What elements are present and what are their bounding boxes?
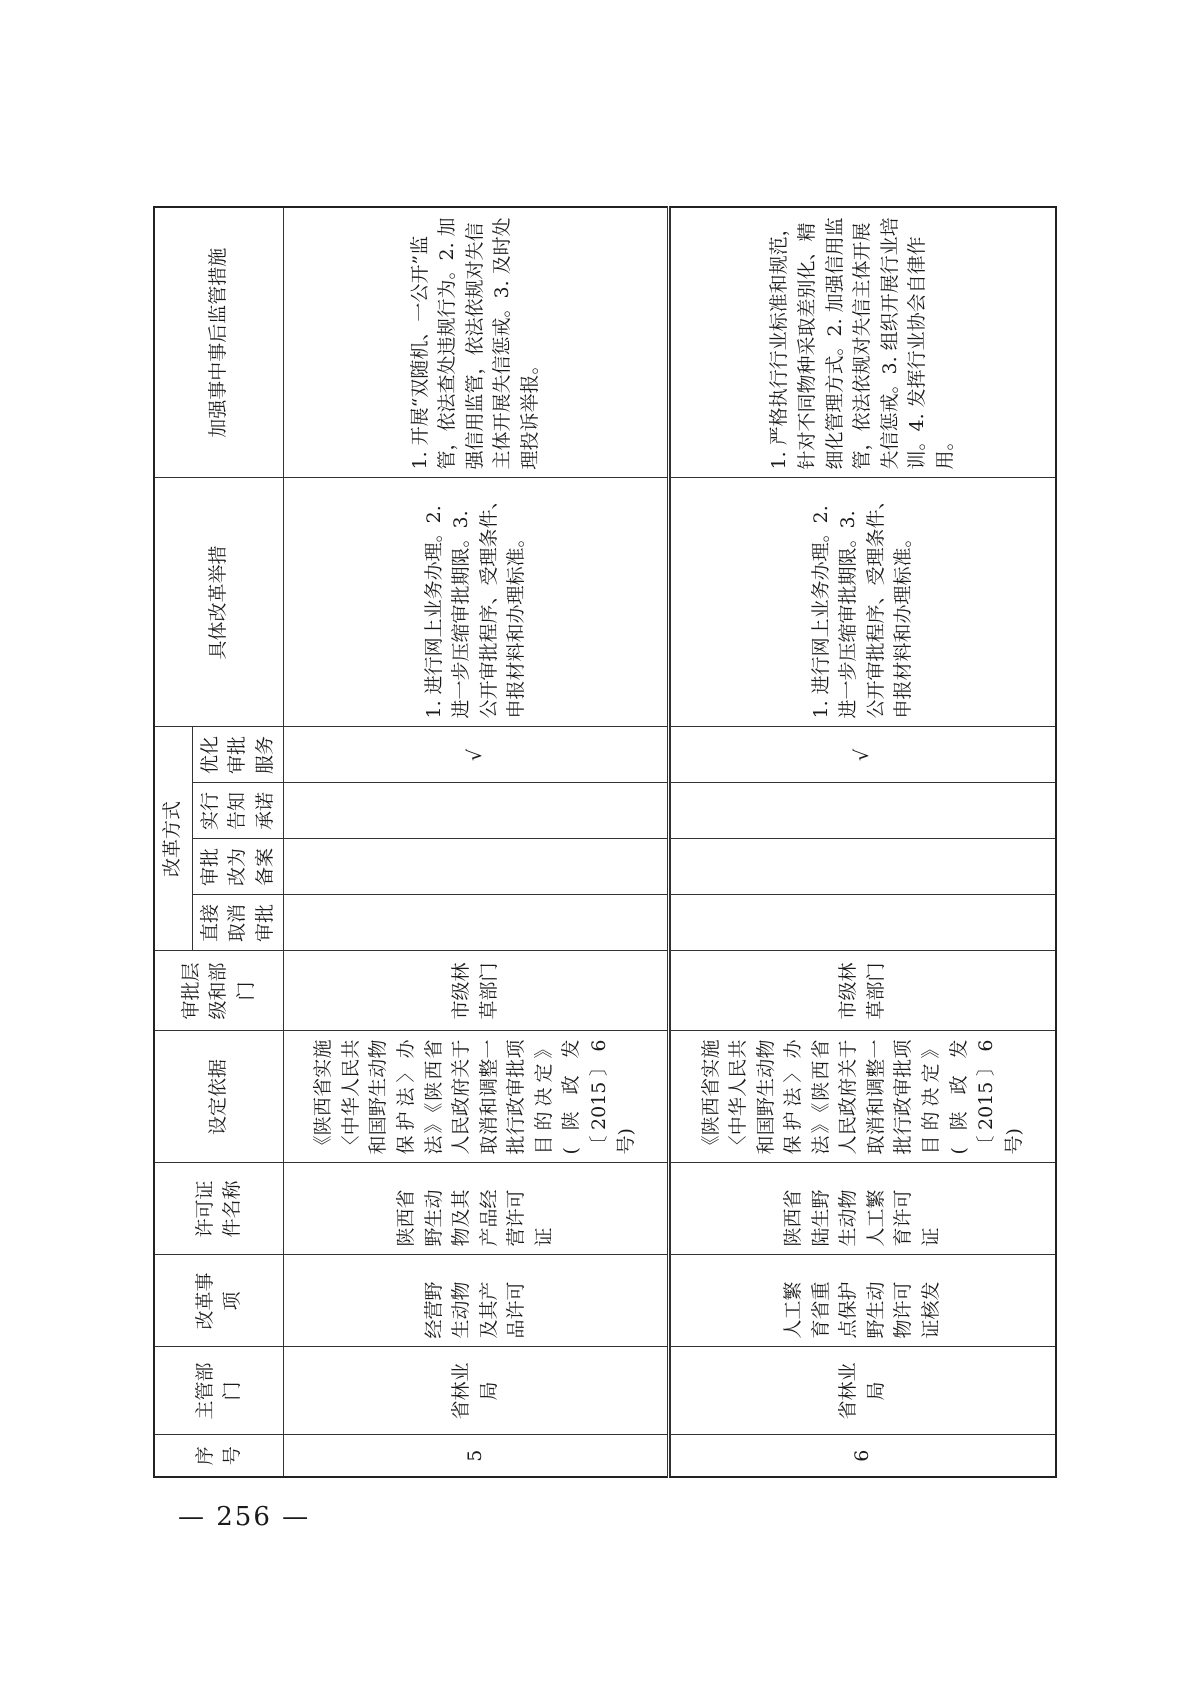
cell-item: 经营野生动物及其产品许可 — [284, 1255, 669, 1347]
cell-level: 市级林草部门 — [671, 951, 1056, 1031]
rotated-table-wrapper — [153, 208, 1036, 1478]
cell-mode-cancel — [671, 895, 1056, 951]
cell-license: 陕西省陆生野生动物人工繁育许可证 — [671, 1163, 1056, 1255]
cell-mode-record — [671, 839, 1056, 895]
reform-table — [153, 206, 1057, 1478]
header-mode-group: 改革方式 — [154, 727, 192, 951]
header-level: 审批层级和部门 — [154, 951, 284, 1031]
cell-basis: 《陕西省实施〈中华人民共和国野生动物保护法〉办法》《陕西省人民政府关于取消和调整一批行政审批项目的决定》(陕政发〔2015〕6号) — [284, 1031, 669, 1163]
header-seq: 序号 — [154, 1435, 284, 1477]
header-mode-cancel: 直接取消审批 — [192, 895, 284, 951]
header-mode-record: 审批改为备案 — [192, 839, 284, 895]
cell-item: 人工繁育省重点保护野生动物许可证核发 — [671, 1255, 1056, 1347]
cell-measures: 1. 进行网上业务办理。2. 进一步压缩审批期限。3. 公开审批程序、受理条件、申报材料和办理标准。 — [671, 478, 1056, 727]
cell-mode-record — [284, 839, 669, 895]
header-mode-optimize: 优化审批服务 — [192, 727, 284, 783]
cell-level: 市级林草部门 — [284, 951, 669, 1031]
cell-dept: 省林业局 — [671, 1347, 1056, 1435]
table-row — [284, 207, 669, 1477]
cell-measures: 1. 进行网上业务办理。2. 进一步压缩审批期限。3. 公开审批程序、受理条件、申报材料和办理标准。 — [284, 478, 669, 727]
header-measures: 具体改革举措 — [154, 478, 284, 727]
header-basis: 设定依据 — [154, 1031, 284, 1163]
cell-license: 陕西省野生动物及其产品经营许可证 — [284, 1163, 669, 1255]
cell-basis: 《陕西省实施〈中华人民共和国野生动物保护法〉办法》《陕西省人民政府关于取消和调整一批行政审批项目的决定》(陕政发〔2015〕6号) — [671, 1031, 1056, 1163]
cell-mode-notify — [284, 783, 669, 839]
table-row — [671, 207, 1056, 1477]
cell-seq: 6 — [671, 1435, 1056, 1477]
header-mode-notify: 实行告知承诺 — [192, 783, 284, 839]
header-dept: 主管部门 — [154, 1347, 284, 1435]
header-license: 许可证件名称 — [154, 1163, 284, 1255]
cell-mode-optimize: √ — [671, 727, 1056, 783]
cell-seq: 5 — [284, 1435, 669, 1477]
cell-mode-cancel — [284, 895, 669, 951]
cell-mode-optimize: √ — [284, 727, 669, 783]
cell-supervision: 1. 开展“双随机、一公开”监管，依法查处违规行为。2. 加强信用监管，依法依规对失信主体开展失信惩戒。3. 及时处理投诉举报。 — [284, 207, 669, 478]
header-item: 改革事项 — [154, 1255, 284, 1347]
cell-dept: 省林业局 — [284, 1347, 669, 1435]
cell-supervision: 1. 严格执行行业标准和规范，针对不同物种采取差别化、精细化管理方式。2. 加强信用监管，依法依规对失信主体开展失信惩戒。3. 组织开展行业培训。4. 发挥行业协会自律作用。 — [671, 207, 1056, 478]
header-supervision: 加强事中事后监管措施 — [154, 207, 284, 478]
page-number: — 256 — — [178, 1502, 311, 1532]
cell-mode-notify — [671, 783, 1056, 839]
